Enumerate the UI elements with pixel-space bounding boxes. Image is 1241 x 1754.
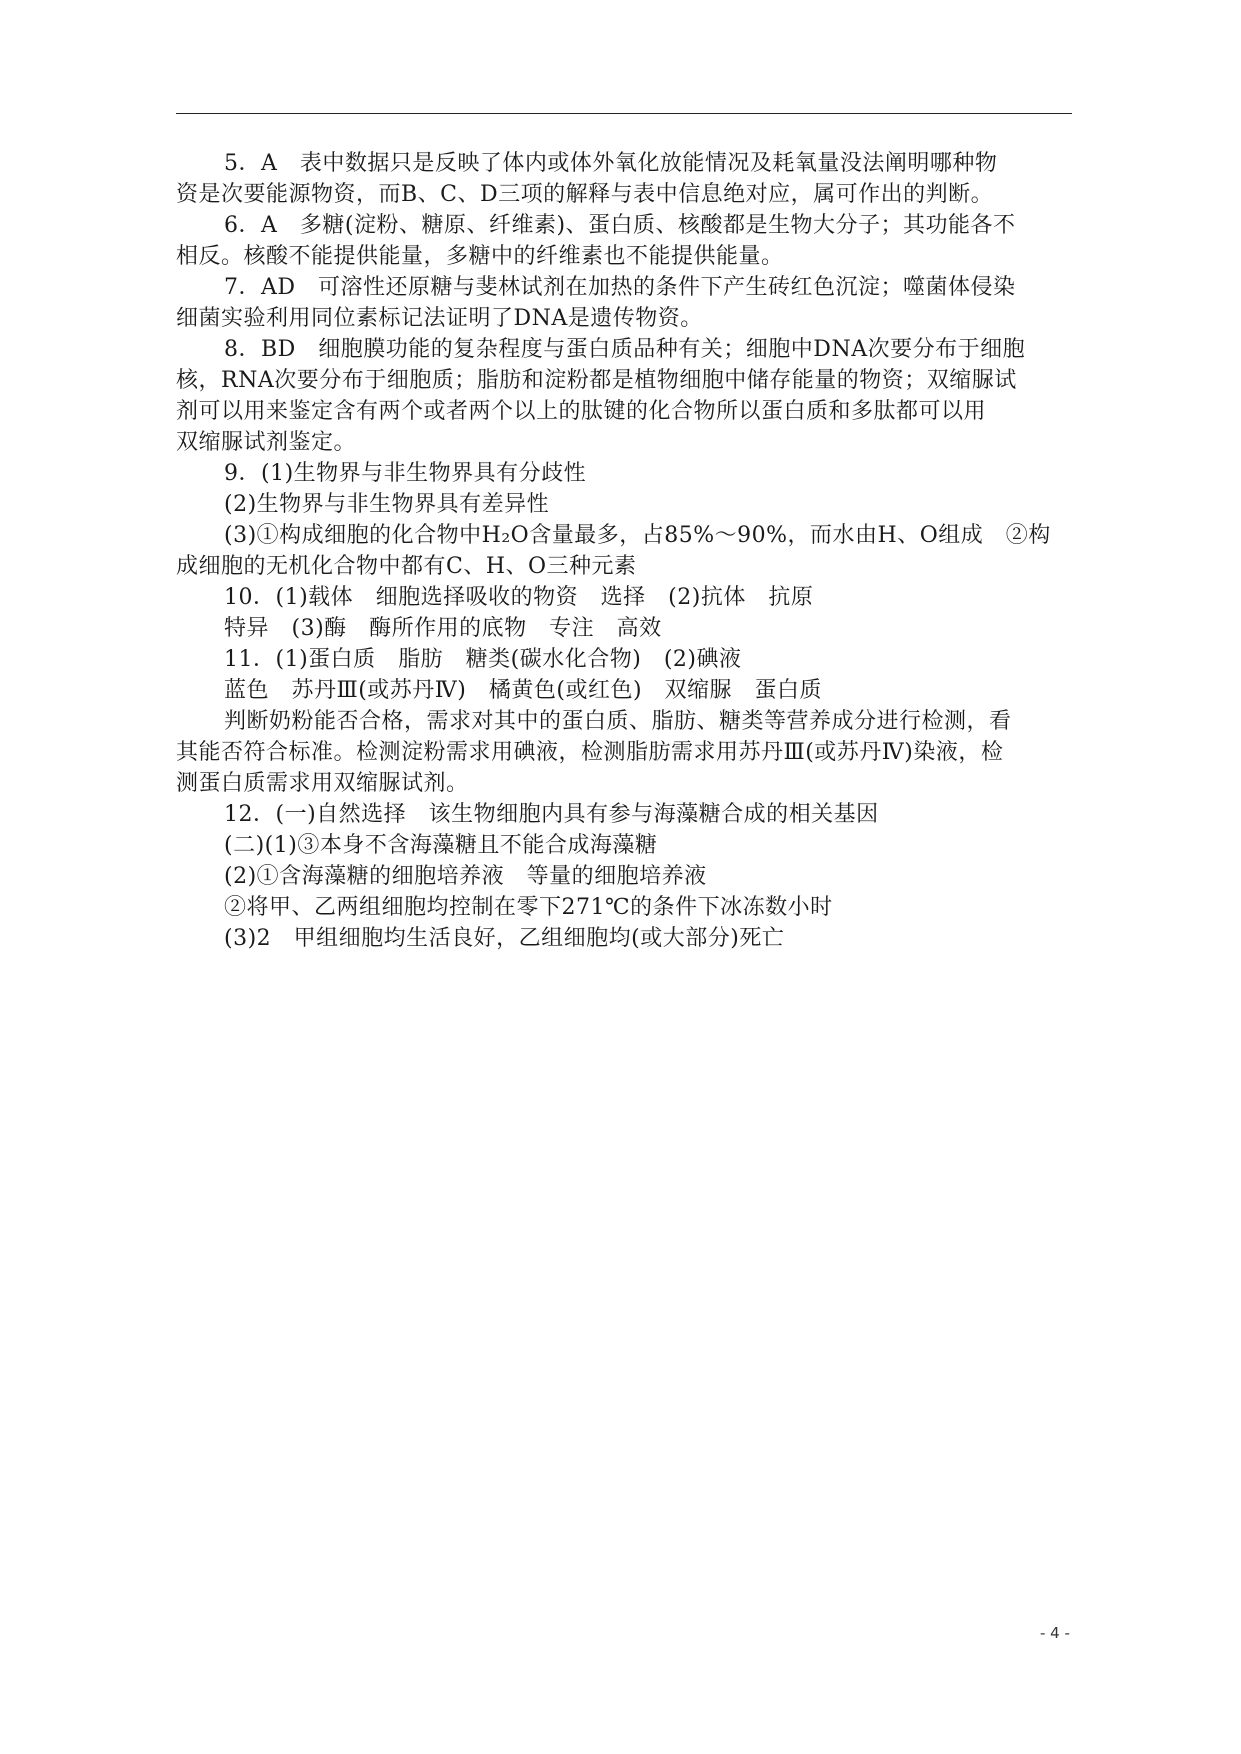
text-line: 相反。核酸不能提供能量，多糖中的纤维素也不能提供能量。	[176, 244, 784, 269]
text-line: (3)2 甲组细胞均生活良好，乙组细胞均(或大部分)死亡	[224, 926, 785, 951]
page-number: - 4 -	[1040, 1624, 1070, 1642]
text-line: 剂可以用来鉴定含有两个或者两个以上的肽键的化合物所以蛋白质和多肽都可以用	[176, 399, 987, 424]
text-line: 蓝色 苏丹Ⅲ(或苏丹Ⅳ) 橘黄色(或红色) 双缩脲 蛋白质	[224, 678, 823, 703]
text-line: 特异 (3)酶 酶所作用的底物 专注 高效	[224, 616, 662, 641]
text-line: (2)生物界与非生物界具有差异性	[224, 492, 550, 517]
text-line: 测蛋白质需求用双缩脲试剂。	[176, 771, 469, 796]
text-line: ②将甲、乙两组细胞均控制在零下271℃的条件下冰冻数小时	[224, 895, 833, 920]
text-line: 8．BD 细胞膜功能的复杂程度与蛋白质品种有关；细胞中DNA次要分布于细胞	[224, 337, 1026, 362]
text-line: 7．AD 可溶性还原糖与斐林试剂在加热的条件下产生砖红色沉淀；噬菌体侵染	[224, 275, 1016, 300]
text-line: 双缩脲试剂鉴定。	[176, 430, 357, 455]
text-line: 资是次要能源物资，而B、C、D三项的解释与表中信息绝对应，属可作出的判断。	[176, 182, 994, 207]
text-line: (3)①构成细胞的化合物中H₂O含量最多，占85%～90%，而水由H、O组成 ②构	[224, 523, 1051, 548]
text-line: 12．(一)自然选择 该生物细胞内具有参与海藻糖合成的相关基因	[224, 802, 879, 827]
text-line: 其能否符合标准。检测淀粉需求用碘液，检测脂肪需求用苏丹Ⅲ(或苏丹Ⅳ)染液，检	[176, 740, 1004, 765]
text-line: 5．A 表中数据只是反映了体内或体外氧化放能情况及耗氧量没法阐明哪种物	[224, 151, 998, 176]
text-line: 判断奶粉能否合格，需求对其中的蛋白质、脂肪、糖类等营养成分进行检测，看	[224, 709, 1012, 734]
text-line: 细菌实验利用同位素标记法证明了DNA是遗传物资。	[176, 306, 703, 331]
text-line: 9．(1)生物界与非生物界具有分歧性	[224, 461, 587, 486]
text-line: (二)(1)③本身不含海藻糖且不能合成海藻糖	[224, 833, 658, 858]
text-line: 核，RNA次要分布于细胞质；脂肪和淀粉都是植物细胞中储存能量的物资；双缩脲试	[176, 368, 1017, 393]
text-line: 6．A 多糖(淀粉、糖原、纤维素)、蛋白质、核酸都是生物大分子；其功能各不	[224, 213, 1016, 238]
text-line: (2)①含海藻糖的细胞培养液 等量的细胞培养液	[224, 864, 707, 889]
header-rule	[176, 113, 1072, 114]
text-line: 成细胞的无机化合物中都有C、H、O三种元素	[176, 554, 637, 579]
text-line: 11．(1)蛋白质 脂肪 糖类(碳水化合物) (2)碘液	[224, 647, 742, 672]
text-line: 10．(1)载体 细胞选择吸收的物资 选择 (2)抗体 抗原	[224, 585, 814, 610]
answer-content	[176, 148, 1106, 954]
